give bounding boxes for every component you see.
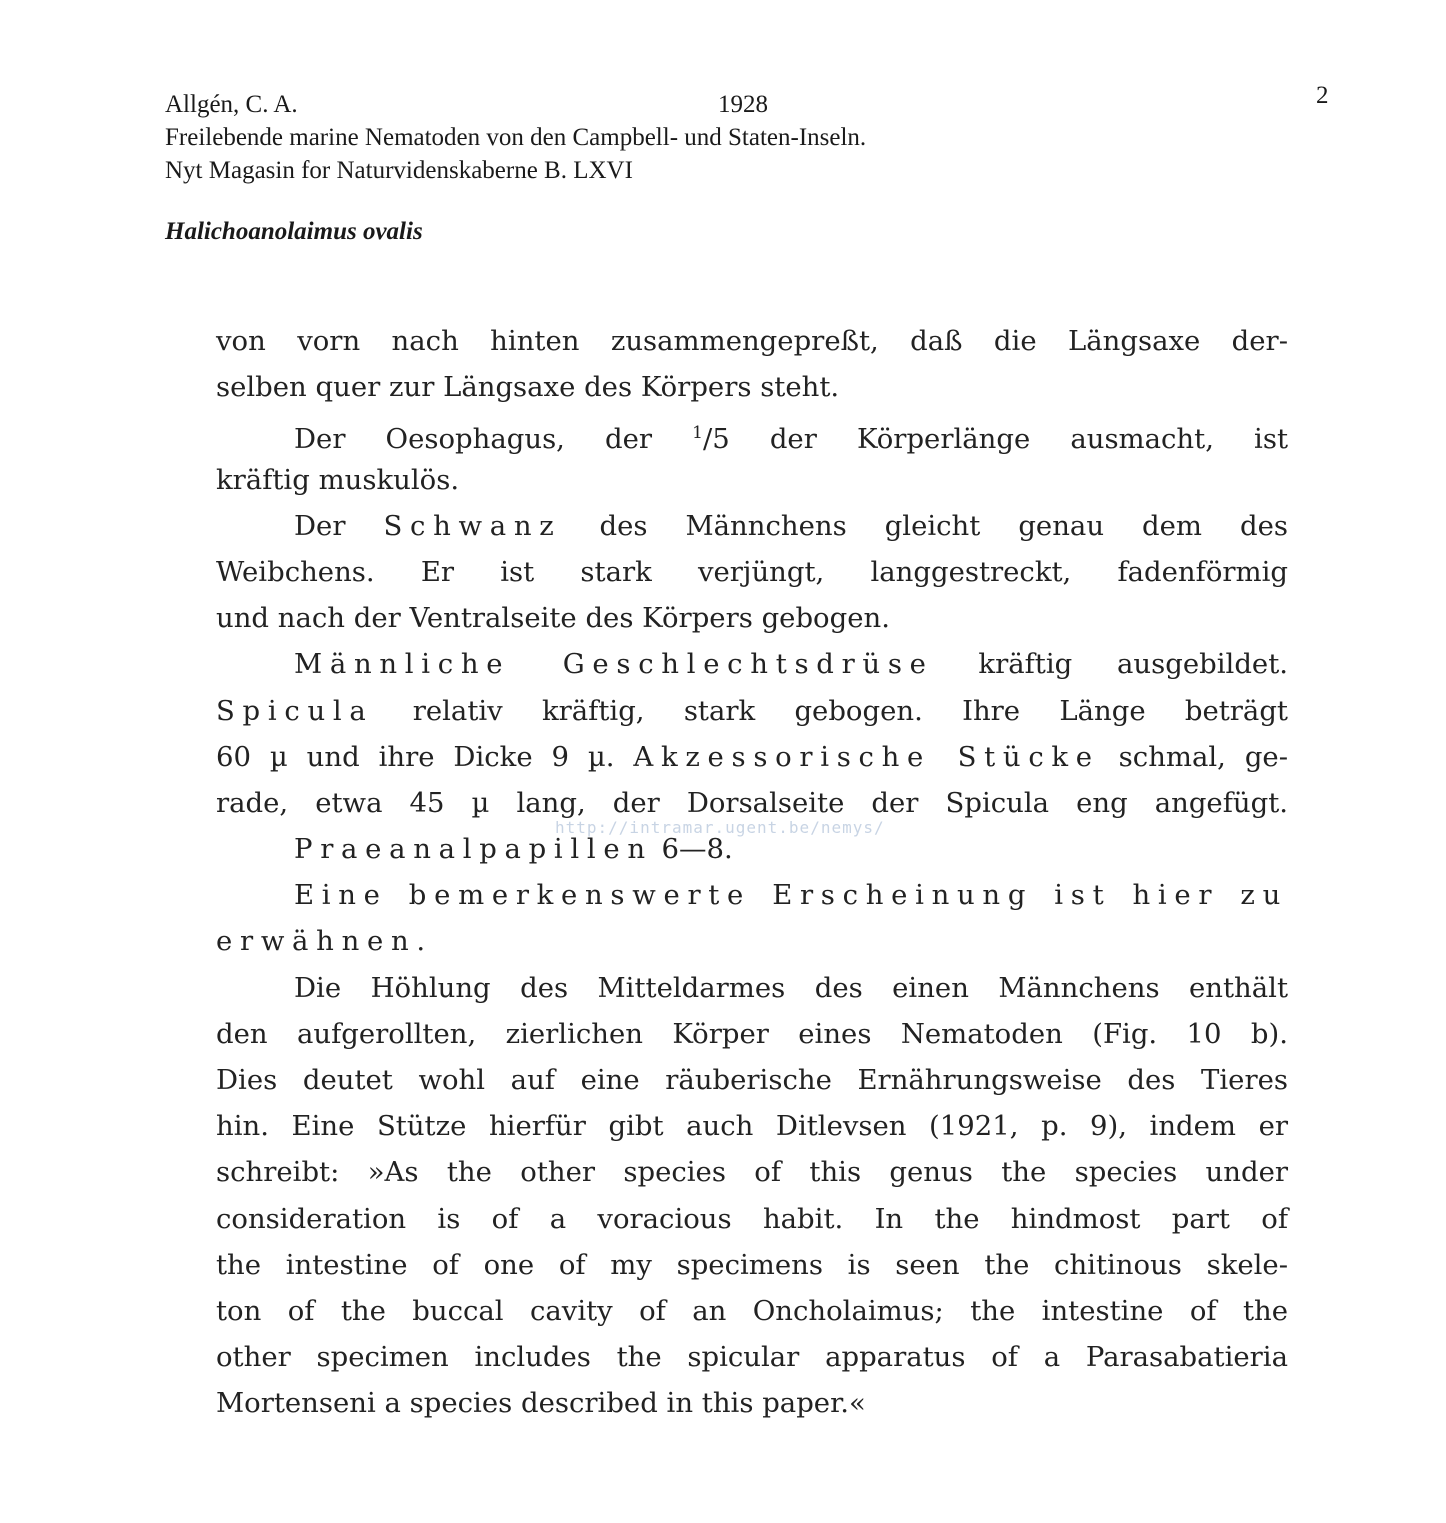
text-line: rade, etwa 45 µ lang, der Dorsalseite der Spicula eng angefügt. — [216, 786, 1288, 819]
text-line: the intestine of one of my specimens is seen the chitinous skele- — [216, 1248, 1288, 1281]
text-line: Mortenseni a species described in this paper.« — [216, 1387, 866, 1420]
text-line: von vorn nach hinten zusammengepreßt, daß die Längsaxe der- — [216, 325, 1288, 357]
text-line: und nach der Ventralseite des Körpers gebogen. — [216, 602, 890, 635]
text-line: den aufgerollten, zierlichen Körper eines Nematoden (Fig. 10 b). — [216, 1017, 1288, 1050]
author: Allgén, C. A. — [165, 91, 298, 118]
spaced-term: erwähnen. — [216, 925, 433, 958]
year: 1928 — [718, 91, 768, 118]
watermark-url: http://intramar.ugent.be/nemys/ — [555, 818, 885, 837]
text-line — [216, 503, 1288, 549]
scanned-text-body — [216, 318, 1288, 1427]
citation-header — [165, 88, 1365, 187]
spaced-term: Männliche Geschlechtsdrüse — [294, 648, 934, 681]
page-number: 2 — [1316, 82, 1329, 109]
text-line — [216, 688, 1288, 734]
text-segment: /5 der Körperlänge ausmacht, ist — [702, 423, 1288, 456]
text-line: kräftig muskulös. — [216, 463, 460, 496]
spaced-term: Praeanalpapillen — [294, 833, 653, 866]
journal-name: Nyt Magasin for Naturvidenskaberne B. LXVI — [165, 157, 633, 184]
spaced-term: Schwanz — [383, 509, 562, 542]
text-segment: des Männchens gleicht genau dem des — [561, 509, 1288, 542]
text-line — [216, 641, 1288, 687]
text-line: hin. Eine Stütze hierfür gibt auch Ditlevsen (1921, p. 9), indem er — [216, 1110, 1288, 1143]
text-segment: 60 µ und ihre Dicke 9 µ. — [216, 740, 634, 773]
text-segment: relativ kräftig, stark gebogen. Ihre Länge beträgt — [373, 694, 1288, 727]
text-segment: Der Oesophagus, der — [294, 423, 693, 456]
text-segment: schmal, ge- — [1099, 740, 1288, 773]
text-line — [216, 410, 1288, 456]
superscript: 1 — [692, 423, 703, 444]
text-line: consideration is of a voracious habit. In the hindmost part of — [216, 1202, 1288, 1235]
text-line: schreibt: »As the other species of this genus the species under — [216, 1156, 1288, 1189]
text-segment: Der — [294, 509, 384, 542]
publication-title: Freilebende marine Nematoden von den Campbell- und Staten-Inseln. — [165, 124, 867, 151]
text-segment: kräftig ausgebildet. — [933, 648, 1288, 681]
text-line: Dies deutet wohl auf eine räuberische Ernährungsweise des Tieres — [216, 1064, 1288, 1096]
text-line — [216, 918, 1288, 964]
text-line: selben quer zur Längsaxe des Körpers steht. — [216, 371, 840, 404]
species-name: Halichoanolaimus ovalis — [165, 218, 423, 245]
text-line: Die Höhlung des Mitteldarmes des einen Männchens enthält — [294, 971, 1288, 1004]
text-segment: 6—8. — [652, 833, 733, 866]
spaced-term: Spicula — [216, 694, 374, 727]
text-line: ton of the buccal cavity of an Oncholaimus; the intestine of the — [216, 1294, 1288, 1327]
text-line — [216, 872, 1288, 918]
text-line: other specimen includes the spicular apparatus of a Parasabatieria — [216, 1341, 1288, 1374]
spaced-term: Akzessorische Stücke — [633, 740, 1100, 773]
text-line: Weibchens. Er ist stark verjüngt, langgestreckt, fadenförmig — [216, 555, 1288, 588]
author-line — [165, 88, 1365, 121]
text-line — [216, 734, 1288, 780]
spaced-term: Eine bemerkenswerte Erscheinung ist hier zu — [294, 879, 1288, 912]
